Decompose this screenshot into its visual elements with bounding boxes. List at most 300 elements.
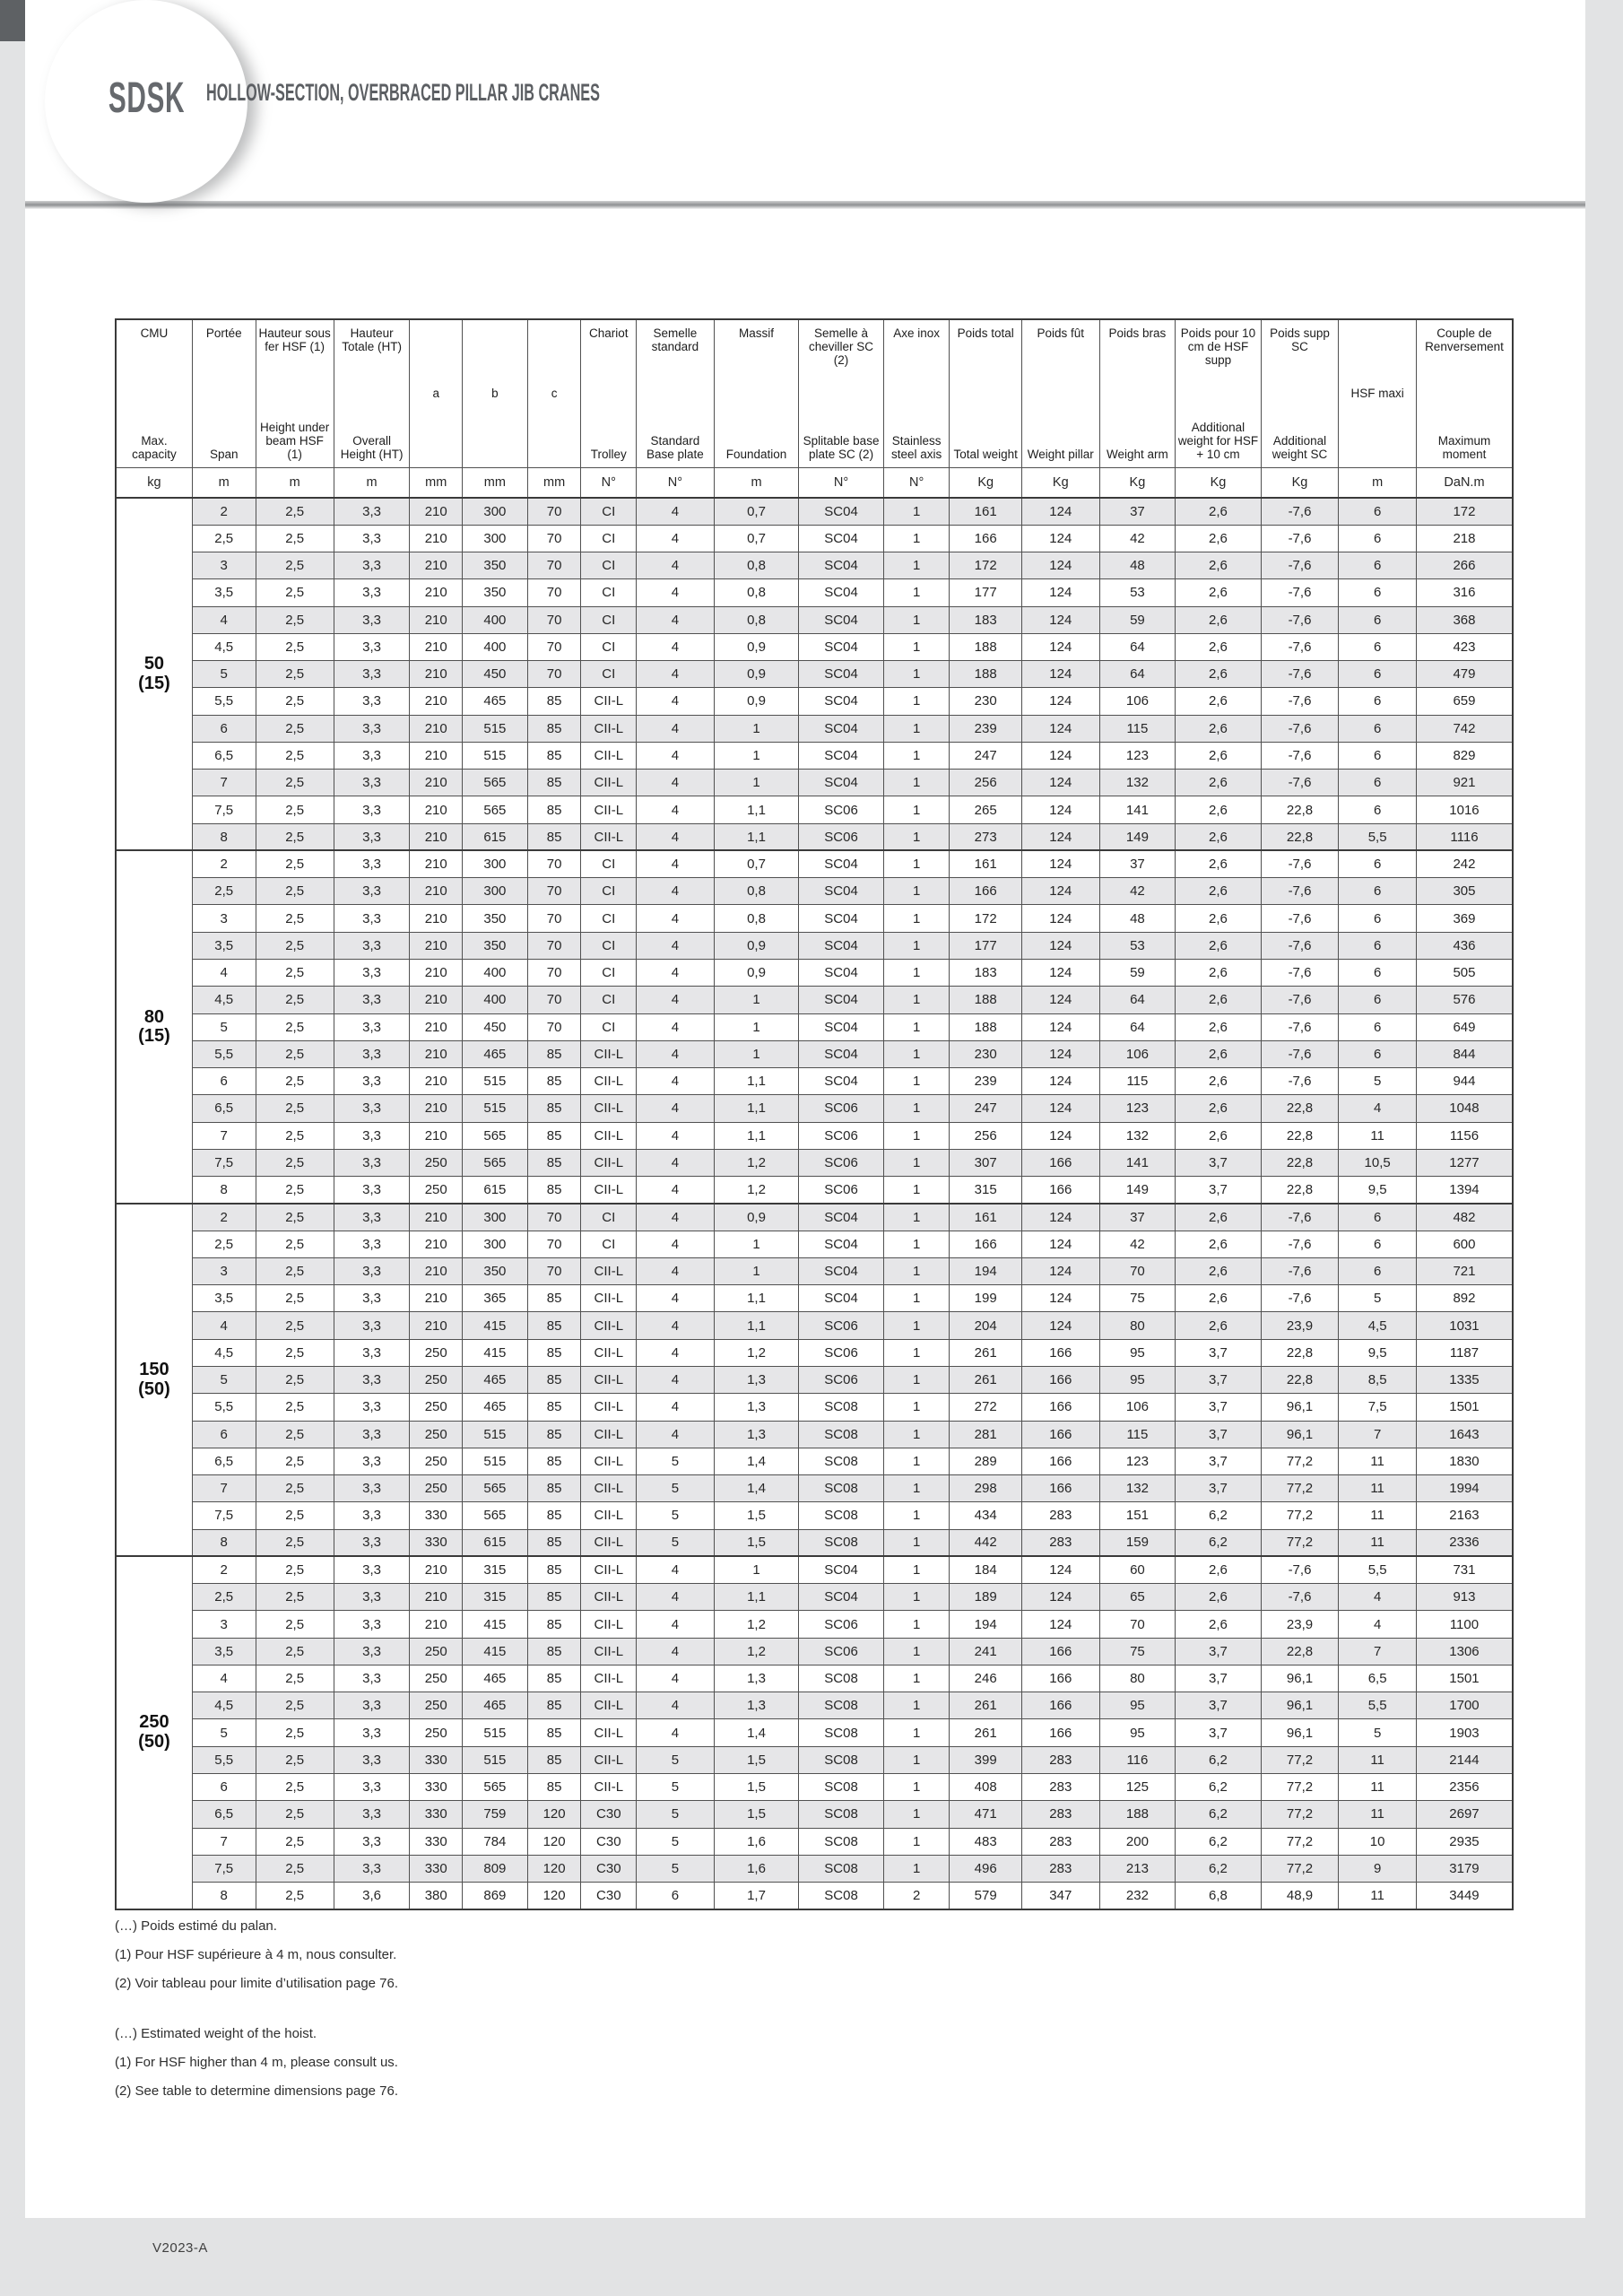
table-cell: SC08 <box>799 1855 884 1882</box>
table-cell: 1,4 <box>714 1719 799 1746</box>
table-cell: CII-L <box>581 1421 637 1448</box>
table-cell: 3,3 <box>334 606 410 633</box>
table-cell: CI <box>581 498 637 525</box>
table-cell: 159 <box>1099 1529 1176 1556</box>
table-cell: 1,5 <box>714 1502 799 1529</box>
table-cell: 96,1 <box>1261 1719 1339 1746</box>
table-cell: 3,3 <box>334 1068 410 1095</box>
table-cell: 2,5 <box>256 1421 334 1448</box>
table-cell: 2,5 <box>256 1665 334 1692</box>
table-cell: 70 <box>527 498 581 525</box>
table-row <box>116 1312 1513 1339</box>
table-row <box>116 878 1513 905</box>
table-cell: 1,6 <box>714 1855 799 1882</box>
table-row <box>116 606 1513 633</box>
table-cell: 3,3 <box>334 1149 410 1176</box>
table-cell: 649 <box>1416 1013 1513 1040</box>
table-cell: 3,3 <box>334 1095 410 1122</box>
table-cell: 242 <box>1416 850 1513 877</box>
table-cell: 85 <box>527 1692 581 1719</box>
table-cell: 85 <box>527 1421 581 1448</box>
table-cell: 2,5 <box>256 1719 334 1746</box>
table-cell: 6 <box>1339 606 1417 633</box>
table-cell: CI <box>581 661 637 688</box>
table-cell: 576 <box>1416 987 1513 1013</box>
table-cell: 350 <box>463 552 528 579</box>
table-cell: 210 <box>410 1068 463 1095</box>
table-cell: 85 <box>527 1122 581 1149</box>
table-cell: 1,7 <box>714 1883 799 1909</box>
table-cell: 2,5 <box>256 1584 334 1611</box>
table-cell: 3,3 <box>334 1719 410 1746</box>
unit-cell: m <box>714 468 799 499</box>
table-cell: 210 <box>410 932 463 959</box>
table-cell: SC06 <box>799 823 884 850</box>
unit-cell: m <box>256 468 334 499</box>
table-cell: 6 <box>192 1068 256 1095</box>
table-cell: SC04 <box>799 498 884 525</box>
table-cell: 515 <box>463 1421 528 1448</box>
table-cell: 3,3 <box>334 579 410 606</box>
table-cell: -7,6 <box>1261 661 1339 688</box>
table-cell: 3,3 <box>334 1177 410 1204</box>
header-row <box>116 319 1513 468</box>
table-cell: 183 <box>950 606 1022 633</box>
page-title: HOLLOW-SECTION, OVERBRACED PILLAR JIB CRANES <box>206 79 600 106</box>
table-cell: 10,5 <box>1339 1149 1417 1176</box>
table-row <box>116 1638 1513 1665</box>
table-row <box>116 1502 1513 1529</box>
table-cell: 96,1 <box>1261 1421 1339 1448</box>
table-cell: 1116 <box>1416 823 1513 850</box>
table-cell: 1 <box>883 1068 950 1095</box>
table-cell: 5,5 <box>192 1040 256 1067</box>
table-cell: 7 <box>192 1828 256 1855</box>
table-cell: 42 <box>1099 878 1176 905</box>
table-cell: 3,3 <box>334 1013 410 1040</box>
table-cell: 2,6 <box>1176 987 1261 1013</box>
table-cell: 6 <box>1339 661 1417 688</box>
table-cell: 1 <box>883 1231 950 1257</box>
table-cell: 6 <box>1339 905 1417 932</box>
table-cell: 731 <box>1416 1556 1513 1583</box>
table-cell: 1,3 <box>714 1692 799 1719</box>
table-cell: 1 <box>714 1013 799 1040</box>
table-cell: 721 <box>1416 1257 1513 1284</box>
table-cell: 166 <box>1021 1692 1099 1719</box>
table-cell: 3,3 <box>334 1231 410 1257</box>
table-cell: 300 <box>463 878 528 905</box>
table-row <box>116 661 1513 688</box>
table-cell: -7,6 <box>1261 715 1339 742</box>
table-cell: 1 <box>883 1773 950 1800</box>
table-cell: 210 <box>410 960 463 987</box>
table-cell: 6 <box>1339 878 1417 905</box>
table-cell: 1 <box>883 1149 950 1176</box>
table-cell: 7,5 <box>192 796 256 823</box>
table-cell: 65 <box>1099 1584 1176 1611</box>
table-cell: 4 <box>637 1556 715 1583</box>
table-cell: 1 <box>883 742 950 769</box>
table-cell: 350 <box>463 579 528 606</box>
table-cell: 4 <box>637 960 715 987</box>
table-cell: 400 <box>463 633 528 660</box>
table-cell: 188 <box>950 661 1022 688</box>
table-cell: 2,5 <box>192 525 256 552</box>
table-cell: 399 <box>950 1746 1022 1773</box>
table-cell: 6,5 <box>192 1801 256 1828</box>
table-cell: 2,6 <box>1176 525 1261 552</box>
table-cell: 600 <box>1416 1231 1513 1257</box>
table-cell: SC04 <box>799 1068 884 1095</box>
table-row <box>116 1611 1513 1638</box>
unit-cell: mm <box>527 468 581 499</box>
table-cell: 210 <box>410 742 463 769</box>
table-cell: 210 <box>410 633 463 660</box>
table-row <box>116 850 1513 877</box>
table-cell: 1 <box>883 1502 950 1529</box>
table-cell: 6 <box>192 1421 256 1448</box>
table-cell: 1 <box>883 606 950 633</box>
table-cell: 2,5 <box>256 715 334 742</box>
table-cell: 2,5 <box>256 1692 334 1719</box>
table-row <box>116 1665 1513 1692</box>
table-cell: 3,7 <box>1176 1665 1261 1692</box>
table-cell: 2,5 <box>256 1855 334 1882</box>
table-cell: 3,3 <box>334 1285 410 1312</box>
table-cell: 0,9 <box>714 960 799 987</box>
table-cell: 809 <box>463 1855 528 1882</box>
table-cell: 615 <box>463 1177 528 1204</box>
table-cell: 85 <box>527 1773 581 1800</box>
table-cell: CII-L <box>581 715 637 742</box>
table-cell: 1 <box>714 987 799 1013</box>
table-cell: 2,6 <box>1176 960 1261 987</box>
table-cell: -7,6 <box>1261 850 1339 877</box>
table-cell: 6 <box>1339 932 1417 959</box>
table-cell: 2,6 <box>1176 498 1261 525</box>
table-cell: 2,5 <box>256 823 334 850</box>
table-cell: 4 <box>637 1177 715 1204</box>
table-cell: 3,3 <box>334 1040 410 1067</box>
table-cell: 3,3 <box>334 796 410 823</box>
column-header: Portée Span <box>192 319 256 468</box>
table-row <box>116 987 1513 1013</box>
table-cell: 3,3 <box>334 1855 410 1882</box>
table-cell: CI <box>581 552 637 579</box>
table-cell: 3,3 <box>334 1665 410 1692</box>
table-row <box>116 1584 1513 1611</box>
table-cell: 3,7 <box>1176 1421 1261 1448</box>
table-cell: SC04 <box>799 579 884 606</box>
table-cell: 70 <box>527 878 581 905</box>
table-cell: 4 <box>637 525 715 552</box>
table-cell: 85 <box>527 770 581 796</box>
table-cell: -7,6 <box>1261 688 1339 715</box>
table-cell: SC04 <box>799 742 884 769</box>
table-cell: 2,5 <box>256 688 334 715</box>
table-cell: 22,8 <box>1261 796 1339 823</box>
table-cell: 172 <box>1416 498 1513 525</box>
table-cell: 85 <box>527 1502 581 1529</box>
table-row <box>116 1746 1513 1773</box>
table-cell: 8 <box>192 1177 256 1204</box>
table-cell: -7,6 <box>1261 1257 1339 1284</box>
table-cell: 37 <box>1099 850 1176 877</box>
table-cell: 85 <box>527 1339 581 1366</box>
table-cell: 115 <box>1099 1068 1176 1095</box>
table-cell: 96,1 <box>1261 1394 1339 1421</box>
column-header: c <box>527 319 581 468</box>
table-cell: CII-L <box>581 1746 637 1773</box>
table-cell: 70 <box>1099 1257 1176 1284</box>
table-cell: 5,5 <box>192 688 256 715</box>
table-cell: 4,5 <box>192 633 256 660</box>
table-cell: 166 <box>1021 1367 1099 1394</box>
table-cell: -7,6 <box>1261 1231 1339 1257</box>
table-cell: CII-L <box>581 1638 637 1665</box>
table-cell: 565 <box>463 796 528 823</box>
table-cell: CII-L <box>581 1095 637 1122</box>
table-cell: 4 <box>637 1611 715 1638</box>
table-cell: 70 <box>527 525 581 552</box>
table-cell: 1 <box>883 498 950 525</box>
table-cell: 124 <box>1021 1257 1099 1284</box>
table-cell: 9,5 <box>1339 1339 1417 1366</box>
table-cell: -7,6 <box>1261 987 1339 1013</box>
table-cell: CI <box>581 850 637 877</box>
table-cell: -7,6 <box>1261 579 1339 606</box>
table-cell: 3,3 <box>334 850 410 877</box>
table-cell: 210 <box>410 1312 463 1339</box>
version-label: V2023-A <box>152 2240 208 2256</box>
table-cell: 1501 <box>1416 1665 1513 1692</box>
table-cell: 1 <box>883 1556 950 1583</box>
table-cell: 5 <box>637 1448 715 1474</box>
table-cell: 4 <box>637 1665 715 1692</box>
table-cell: 77,2 <box>1261 1773 1339 1800</box>
table-cell: 0,9 <box>714 932 799 959</box>
unit-cell: mm <box>463 468 528 499</box>
table-cell: 11 <box>1339 1122 1417 1149</box>
table-cell: 3,3 <box>334 742 410 769</box>
table-cell: 124 <box>1021 498 1099 525</box>
table-cell: 4 <box>637 905 715 932</box>
table-cell: 3,3 <box>334 1556 410 1583</box>
table-cell: 6 <box>1339 987 1417 1013</box>
table-cell: 23,9 <box>1261 1611 1339 1638</box>
table-row <box>116 1556 1513 1583</box>
table-cell: 124 <box>1021 525 1099 552</box>
table-cell: 2,6 <box>1176 1095 1261 1122</box>
table-cell: 124 <box>1021 905 1099 932</box>
table-cell: 350 <box>463 1257 528 1284</box>
table-cell: 1335 <box>1416 1367 1513 1394</box>
table-cell: 1 <box>883 1339 950 1366</box>
column-header: Hauteur Totale (HT) Overall Height (HT) <box>334 319 410 468</box>
table-cell: -7,6 <box>1261 606 1339 633</box>
table-cell: 3,3 <box>334 878 410 905</box>
table-cell: 1 <box>714 742 799 769</box>
table-cell: 2,5 <box>256 579 334 606</box>
table-cell: SC08 <box>799 1394 884 1421</box>
table-cell: 436 <box>1416 932 1513 959</box>
table-cell: 1 <box>883 850 950 877</box>
table-cell: 239 <box>950 1068 1022 1095</box>
table-cell: 161 <box>950 1204 1022 1231</box>
table-cell: 124 <box>1021 1122 1099 1149</box>
table-cell: 6 <box>1339 1257 1417 1284</box>
table-cell: 6 <box>1339 688 1417 715</box>
table-cell: 2,5 <box>256 606 334 633</box>
table-cell: 230 <box>950 688 1022 715</box>
table-cell: 283 <box>1021 1828 1099 1855</box>
table-cell: 2,5 <box>256 1502 334 1529</box>
column-header: Poids pour 10 cm de HSF supp Additional weight for HSF + 10 cm <box>1176 319 1261 468</box>
footnotes-french <box>115 1912 398 1998</box>
table-cell: 2,5 <box>256 661 334 688</box>
table-cell: 0,8 <box>714 579 799 606</box>
table-cell: 6 <box>1339 1040 1417 1067</box>
table-cell: 759 <box>463 1801 528 1828</box>
table-cell: 315 <box>950 1177 1022 1204</box>
table-cell: SC04 <box>799 688 884 715</box>
table-cell: SC06 <box>799 1638 884 1665</box>
table-cell: 77,2 <box>1261 1502 1339 1529</box>
table-cell: 247 <box>950 1095 1022 1122</box>
table-cell: 3,7 <box>1176 1692 1261 1719</box>
table-cell: 330 <box>410 1828 463 1855</box>
table-cell: CI <box>581 1231 637 1257</box>
table-cell: 565 <box>463 1502 528 1529</box>
table-cell: 913 <box>1416 1584 1513 1611</box>
table-cell: 166 <box>1021 1665 1099 1692</box>
table-cell: 124 <box>1021 960 1099 987</box>
table-cell: 565 <box>463 1122 528 1149</box>
table-cell: 166 <box>1021 1177 1099 1204</box>
table-cell: 3,3 <box>334 1339 410 1366</box>
table-cell: 1,2 <box>714 1177 799 1204</box>
table-cell: 250 <box>410 1719 463 1746</box>
table-cell: 8 <box>192 1883 256 1909</box>
table-cell: SC08 <box>799 1502 884 1529</box>
table-cell: 300 <box>463 850 528 877</box>
table-cell: 515 <box>463 1448 528 1474</box>
table-cell: 11 <box>1339 1801 1417 1828</box>
table-cell: 120 <box>527 1883 581 1909</box>
table-cell: 22,8 <box>1261 1638 1339 1665</box>
table-row <box>116 552 1513 579</box>
table-cell: 64 <box>1099 661 1176 688</box>
table-cell: 3,7 <box>1176 1448 1261 1474</box>
table-row <box>116 579 1513 606</box>
table-cell: 3179 <box>1416 1855 1513 1882</box>
table-cell: 565 <box>463 1475 528 1502</box>
table-cell: CII-L <box>581 1177 637 1204</box>
table-cell: 1 <box>883 1584 950 1611</box>
table-cell: 4 <box>637 878 715 905</box>
table-cell: SC06 <box>799 1339 884 1366</box>
table-cell: 2,6 <box>1176 688 1261 715</box>
table-cell: 6 <box>1339 633 1417 660</box>
table-cell: 5 <box>637 1773 715 1800</box>
table-cell: 85 <box>527 1040 581 1067</box>
table-cell: 70 <box>527 932 581 959</box>
table-cell: 4 <box>192 960 256 987</box>
table-cell: 149 <box>1099 1177 1176 1204</box>
column-header: b <box>463 319 528 468</box>
table-cell: 2,6 <box>1176 1040 1261 1067</box>
table-cell: 2,5 <box>256 1828 334 1855</box>
table-cell: 2163 <box>1416 1502 1513 1529</box>
table-cell: 166 <box>1021 1475 1099 1502</box>
table-cell: 1 <box>883 1611 950 1638</box>
table-cell: 115 <box>1099 715 1176 742</box>
table-cell: 239 <box>950 715 1022 742</box>
table-cell: 3,6 <box>334 1883 410 1909</box>
table-cell: -7,6 <box>1261 633 1339 660</box>
table-cell: 116 <box>1099 1746 1176 1773</box>
table-cell: CII-L <box>581 1312 637 1339</box>
table-cell: 77,2 <box>1261 1746 1339 1773</box>
group-capacity-label: 150 (50) <box>116 1204 192 1556</box>
table-cell: 3,7 <box>1176 1475 1261 1502</box>
table-cell: 1 <box>883 579 950 606</box>
table-cell: 124 <box>1021 1312 1099 1339</box>
table-cell: 350 <box>463 905 528 932</box>
table-cell: 149 <box>1099 823 1176 850</box>
table-cell: 1830 <box>1416 1448 1513 1474</box>
table-cell: 615 <box>463 823 528 850</box>
table-cell: 4 <box>637 1421 715 1448</box>
table-cell: 9,5 <box>1339 1177 1417 1204</box>
table-cell: 1 <box>883 1746 950 1773</box>
table-cell: 124 <box>1021 633 1099 660</box>
table-cell: 300 <box>463 498 528 525</box>
table-cell: 5 <box>192 661 256 688</box>
table-cell: 85 <box>527 1367 581 1394</box>
table-cell: 496 <box>950 1855 1022 1882</box>
table-cell: CII-L <box>581 1584 637 1611</box>
table-cell: 7 <box>1339 1421 1417 1448</box>
table-cell: 2,5 <box>256 1367 334 1394</box>
table-cell: 4 <box>637 987 715 1013</box>
table-cell: 2,5 <box>256 1611 334 1638</box>
table-cell: 4 <box>637 770 715 796</box>
table-cell: 1031 <box>1416 1312 1513 1339</box>
table-cell: 77,2 <box>1261 1448 1339 1474</box>
table-cell: 3,3 <box>334 1367 410 1394</box>
table-cell: 124 <box>1021 715 1099 742</box>
table-cell: 85 <box>527 1611 581 1638</box>
table-cell: 7 <box>192 1475 256 1502</box>
table-cell: 4 <box>637 1040 715 1067</box>
table-cell: 85 <box>527 1719 581 1746</box>
table-cell: 2,5 <box>256 525 334 552</box>
column-header: Poids fût Weight pillar <box>1021 319 1099 468</box>
table-row <box>116 1475 1513 1502</box>
table-cell: -7,6 <box>1261 1556 1339 1583</box>
table-cell: 210 <box>410 579 463 606</box>
table-cell: CII-L <box>581 1448 637 1474</box>
table-row <box>116 1719 1513 1746</box>
table-cell: SC04 <box>799 1231 884 1257</box>
table-cell: 3449 <box>1416 1883 1513 1909</box>
table-cell: 1,6 <box>714 1828 799 1855</box>
table-cell: 316 <box>1416 579 1513 606</box>
table-row <box>116 1448 1513 1474</box>
table-cell: 3,3 <box>334 987 410 1013</box>
